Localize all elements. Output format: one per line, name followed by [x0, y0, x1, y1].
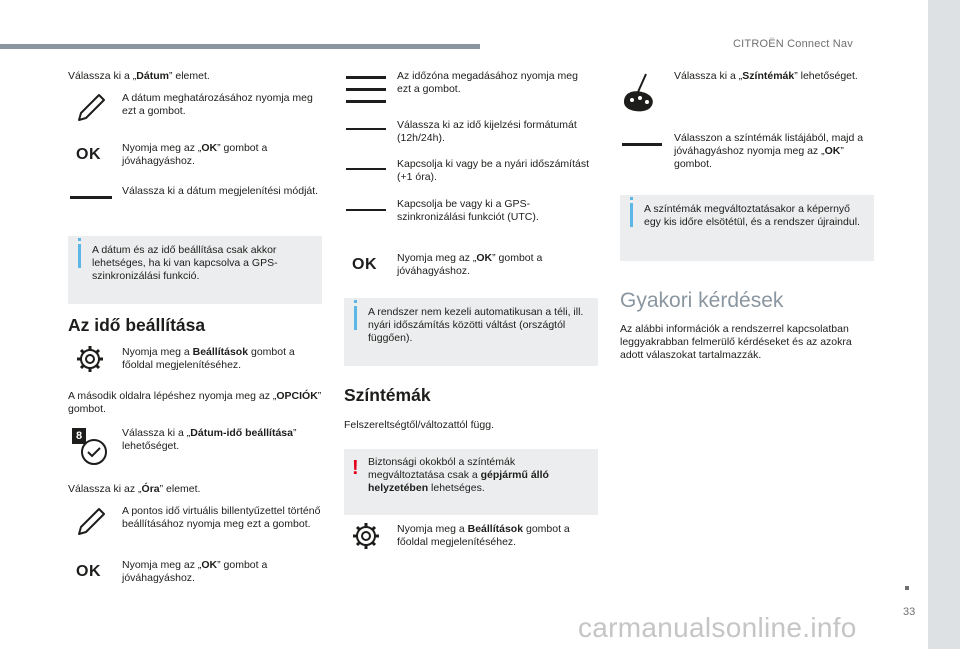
slider-line-icon	[346, 128, 386, 130]
palette-icon	[620, 72, 660, 114]
row-settings-1: Nyomja meg a Beállítások gombot a főoldal megjelenítéséhez.	[122, 346, 295, 371]
dash-icon	[622, 143, 662, 146]
gear-icon	[76, 345, 104, 373]
header-title: CITROËN Connect Nav	[733, 38, 853, 50]
top-rule	[0, 44, 480, 49]
row-settings-2: Nyomja meg a Beállítások gombot a főoldal megjelenítéséhez.	[397, 523, 570, 548]
row-date-format: Válassza ki a dátum megjelenítési módját.	[122, 185, 319, 197]
pencil-icon	[75, 92, 107, 124]
info-note-restart: A színtémák megváltoztatásakor a képernyő egy kis időre elsötétül, és a rendszer újraindul.	[620, 195, 874, 261]
side-bar	[928, 0, 960, 649]
pencil-icon	[75, 506, 107, 538]
page-number: 33	[903, 606, 916, 618]
ok-icon: OK	[76, 563, 101, 580]
paragraph-faq: Az alábbi információk a rendszerrel kapcsolatban leggyakrabban felmerülő kérdéseket és az azokra adott válaszokat tartalmazzák.	[620, 323, 852, 361]
row-dst: Kapcsolja ki vagy be a nyári időszámítást (+1 óra).	[397, 158, 590, 183]
info-icon	[354, 306, 357, 330]
info-note-dst: A rendszer nem kezeli automatikusan a téli, ill. nyári időszámítás közötti váltást (országtól függően).	[344, 298, 598, 366]
info-icon	[78, 244, 81, 268]
row-gps-sync: Kapcsolja be vagy ki a GPS-szinkronizálási funkciót (UTC).	[397, 198, 539, 223]
paragraph-hour: Válassza ki az „Óra” elemet.	[68, 483, 201, 495]
row-time-format: Válassza ki az idő kijelzési formátumát (12h/24h).	[397, 119, 577, 144]
row-date-edit: A dátum meghatározásához nyomja meg ezt a gombot.	[122, 92, 313, 117]
ok-icon: OK	[76, 146, 101, 163]
row-time-edit: A pontos idő virtuális billentyűzettel történő beállításához nyomja meg ezt a gombot.	[122, 505, 321, 530]
watermark: carmanualsonline.info	[578, 612, 857, 643]
row-datetime: Válassza ki a „Dátum-idő beállítása” lehetőséget.	[122, 427, 297, 452]
slider-line-icon	[346, 209, 386, 211]
ok-icon: OK	[352, 256, 377, 273]
heading-time-setting: Az idő beállítása	[68, 315, 206, 335]
info-icon	[630, 203, 633, 227]
slider-line-icon	[346, 168, 386, 170]
gear-icon	[352, 522, 380, 550]
row-ok-1: Nyomja meg az „OK” gombot a jóváhagyáshoz.	[122, 142, 268, 167]
heading-faq: Gyakori kérdések	[620, 289, 784, 312]
warning-note: ! Biztonsági okokból a színtémák megváltoztatása csak a gépjármű álló helyzetében lehetséges.	[344, 449, 598, 515]
heading-themes: Színtémák	[344, 385, 431, 405]
row-ok-2: Nyomja meg az „OK” gombot a jóváhagyáshoz.	[122, 559, 268, 584]
paragraph-options: A második oldalra lépéshez nyomja meg az „OPCIÓK” gombot.	[68, 390, 322, 415]
warning-icon: !	[352, 457, 359, 479]
list-icon	[346, 74, 386, 106]
row-themes: Válassza ki a „Színtémák” lehetőséget.	[674, 70, 858, 82]
row-theme-list: Válasszon a színtémák listájából, majd a jóváhagyáshoz nyomja meg az „OK” gombot.	[674, 132, 864, 170]
dash-icon	[70, 196, 112, 199]
paragraph-date: Válassza ki a „Dátum” elemet.	[68, 70, 210, 82]
page-marker	[905, 586, 909, 590]
info-note-gps: A dátum és az idő beállítása csak akkor lehetséges, ha ki van kapcsolva a GPS-szinkronizálási funkció.	[68, 236, 322, 304]
clock-page-icon	[72, 428, 110, 466]
row-ok-3: Nyomja meg az „OK” gombot a jóváhagyáshoz.	[397, 252, 543, 277]
row-timezone: Az időzóna megadásához nyomja meg ezt a gombot.	[397, 70, 578, 95]
badge-8: 8	[72, 428, 86, 444]
paragraph-equipment: Felszereltségtől/változattól függ.	[344, 419, 494, 431]
clock-icon	[76, 434, 108, 466]
